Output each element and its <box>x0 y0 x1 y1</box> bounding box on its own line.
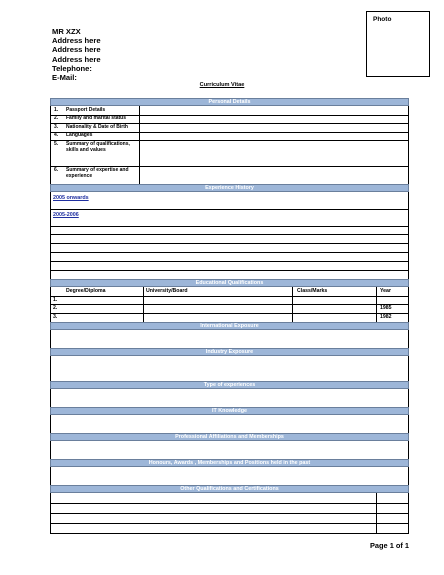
address-line: Address here <box>52 45 101 55</box>
education-year: 1985 <box>380 305 392 311</box>
section-personal-details: Personal Details <box>50 98 409 106</box>
row-number: 2. <box>54 115 59 121</box>
industry-exposure-box <box>50 356 409 381</box>
column-header-university: University/Board <box>146 288 188 294</box>
address-line: Address here <box>52 36 101 46</box>
column-header-degree: Degree/Diploma <box>66 288 106 294</box>
experience-table <box>50 192 409 280</box>
row-divider <box>50 261 409 262</box>
row-number: 1. <box>54 107 59 113</box>
contact-block <box>52 27 101 82</box>
email-label: E-Mail: <box>52 73 77 83</box>
section-type-of-experiences: Type of experiences <box>50 381 409 389</box>
experience-entry[interactable]: 2005 onwards <box>53 195 89 201</box>
education-year: 1982 <box>380 314 392 320</box>
row-divider <box>50 296 409 297</box>
row-divider <box>50 234 409 235</box>
column-divider <box>143 287 144 323</box>
photo-box <box>366 11 430 77</box>
section-honours-awards: Honours, Awards , Memberships and Positions held in the past <box>50 459 409 467</box>
education-row-number: 1. <box>53 297 58 303</box>
it-knowledge-box <box>50 415 409 433</box>
professional-affiliations-box <box>50 441 409 459</box>
row-divider <box>50 243 409 244</box>
education-row-number: 3. <box>53 314 58 320</box>
section-experience-history: Experience History <box>50 184 409 192</box>
honours-awards-box <box>50 467 409 485</box>
column-divider <box>139 106 140 184</box>
section-educational-qualifications: Educational Qualifications <box>50 279 409 287</box>
photo-label: Photo <box>373 16 392 23</box>
table-bottom-border <box>50 533 409 534</box>
row-label: Languages <box>66 132 93 138</box>
telephone-label: Telephone: <box>52 63 92 73</box>
row-divider <box>50 270 409 271</box>
row-label: Family and marital status <box>66 115 127 121</box>
row-divider <box>50 252 409 253</box>
section-it-knowledge: IT Knowledge <box>50 407 409 415</box>
international-exposure-box <box>50 330 409 348</box>
column-divider <box>376 287 377 323</box>
row-divider <box>50 523 409 524</box>
document-title: Curriculum Vitae <box>199 82 245 88</box>
row-divider <box>50 513 409 514</box>
column-divider <box>292 287 293 323</box>
address-line: Address here <box>52 54 101 64</box>
row-number: 4. <box>54 132 59 138</box>
applicant-name: MR XZX <box>52 27 81 36</box>
row-label: Passport Details <box>66 107 106 113</box>
row-divider <box>50 313 409 314</box>
page-number: Page 1 of 1 <box>370 541 410 550</box>
section-industry-exposure: Industry Exposure <box>50 348 409 356</box>
row-divider <box>50 209 409 210</box>
row-label: Nationality & Date of Birth <box>66 124 128 130</box>
column-header-year: Year <box>380 288 391 294</box>
section-professional-affiliations: Professional Affiliations and Memberships <box>50 433 409 441</box>
section-other-qualifications: Other Qualifications and Certifications <box>50 485 409 493</box>
education-row-number: 2. <box>53 305 58 311</box>
row-number: 3. <box>54 124 59 130</box>
section-international-exposure: International Exposure <box>50 322 409 330</box>
column-header-class: Class/Marks <box>297 288 328 294</box>
row-divider <box>50 226 409 227</box>
row-number: 5. <box>54 141 59 147</box>
row-label: Summary of qualifications, skills and values <box>66 141 130 153</box>
row-divider <box>50 304 409 305</box>
row-label: Summary of expertise and experience <box>66 167 129 179</box>
type-of-experiences-box <box>50 389 409 407</box>
experience-entry[interactable]: 2005-2006 <box>53 212 79 218</box>
row-divider <box>50 503 409 504</box>
row-number: 6. <box>54 167 59 173</box>
